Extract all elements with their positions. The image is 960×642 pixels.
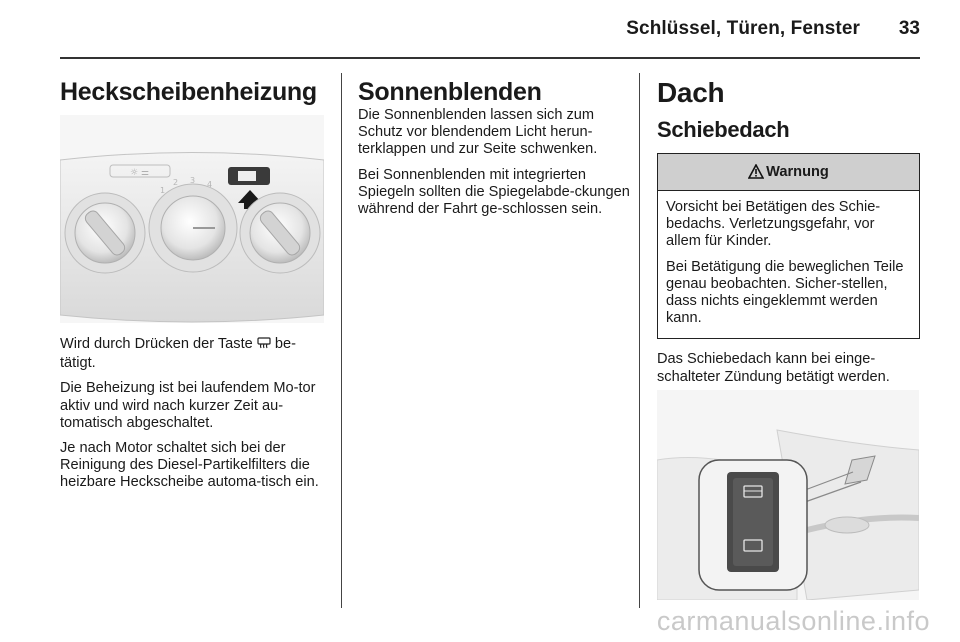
warning-paragraph-1: Vorsicht bei Betätigen des Schie-bedachs. Verletzungsgefahr, vor allem für Kinder. [666, 199, 881, 250]
section-heading-rear-window-heating: Heckscheibenheizung [60, 78, 317, 106]
column-1-body [60, 336, 330, 500]
rear-heating-paragraph-2: Die Beheizung ist bei laufendem Mo-tor aktiv und wird nach kurzer Zeit au-tomatisch abgeschaltet. [60, 380, 316, 431]
climate-control-panel-image [60, 115, 324, 323]
page-number: 33 [898, 18, 920, 39]
rear-heating-paragraph-1: Wird durch Drücken der Taste be- tätigt. [60, 336, 296, 372]
column-divider-2 [639, 73, 640, 608]
sun-visor-paragraph-1: Die Sonnenblenden lassen sich zum Schutz vor blendendem Licht herun-terklappen und zur Seite schwenken. [358, 107, 598, 158]
sunroof-switch-illustration [657, 390, 919, 600]
sun-visor-paragraph-2: Bei Sonnenblenden mit integrierten Spiegeln sollten die Spiegelabde-ckungen während der Fahrt ge-schlossen sein. [358, 166, 630, 218]
watermark: carmanualsonline.info [656, 606, 930, 636]
svg-text:4: 4 [207, 180, 213, 189]
warning-box [657, 153, 920, 339]
running-header-title: Schlüssel, Türen, Fenster [626, 18, 860, 39]
sunroof-switch-image [657, 390, 919, 600]
svg-text:1: 1 [160, 186, 166, 195]
warning-header [658, 154, 919, 191]
column-2 [358, 77, 630, 226]
svg-text:☼ ⚌: ☼ ⚌ [130, 168, 149, 178]
rear-window-heating-icon [257, 337, 271, 355]
sunroof-paragraph-1: Das Schiebedach kann bei einge-schalteter Zündung betätigt werden. [657, 351, 890, 385]
section-heading-roof: Dach [657, 77, 725, 108]
warning-body [658, 191, 919, 338]
svg-text:3: 3 [190, 176, 196, 185]
column-1 [60, 77, 330, 107]
subheading-sunroof: Schiebedach [657, 117, 790, 142]
warning-paragraph-2: Bei Betätigung die beweglichen Teile genau beobachten. Sicher-stellen, dass nichts eingeklemmt werden kann. [666, 258, 904, 327]
rear-heating-paragraph-3: Je nach Motor schaltet sich bei der Reinigung des Diesel-Partikelfilters die heizbare Heckscheibe automa-tisch ein. [60, 440, 319, 491]
svg-text:2: 2 [173, 178, 179, 187]
warning-title: Warnung [766, 164, 829, 180]
warning-triangle-icon [748, 157, 764, 193]
column-divider-1 [341, 73, 342, 608]
column-3 [657, 77, 920, 394]
header-rule [60, 57, 920, 59]
climate-control-illustration [60, 115, 324, 323]
section-heading-sun-visors: Sonnenblenden [358, 78, 542, 106]
